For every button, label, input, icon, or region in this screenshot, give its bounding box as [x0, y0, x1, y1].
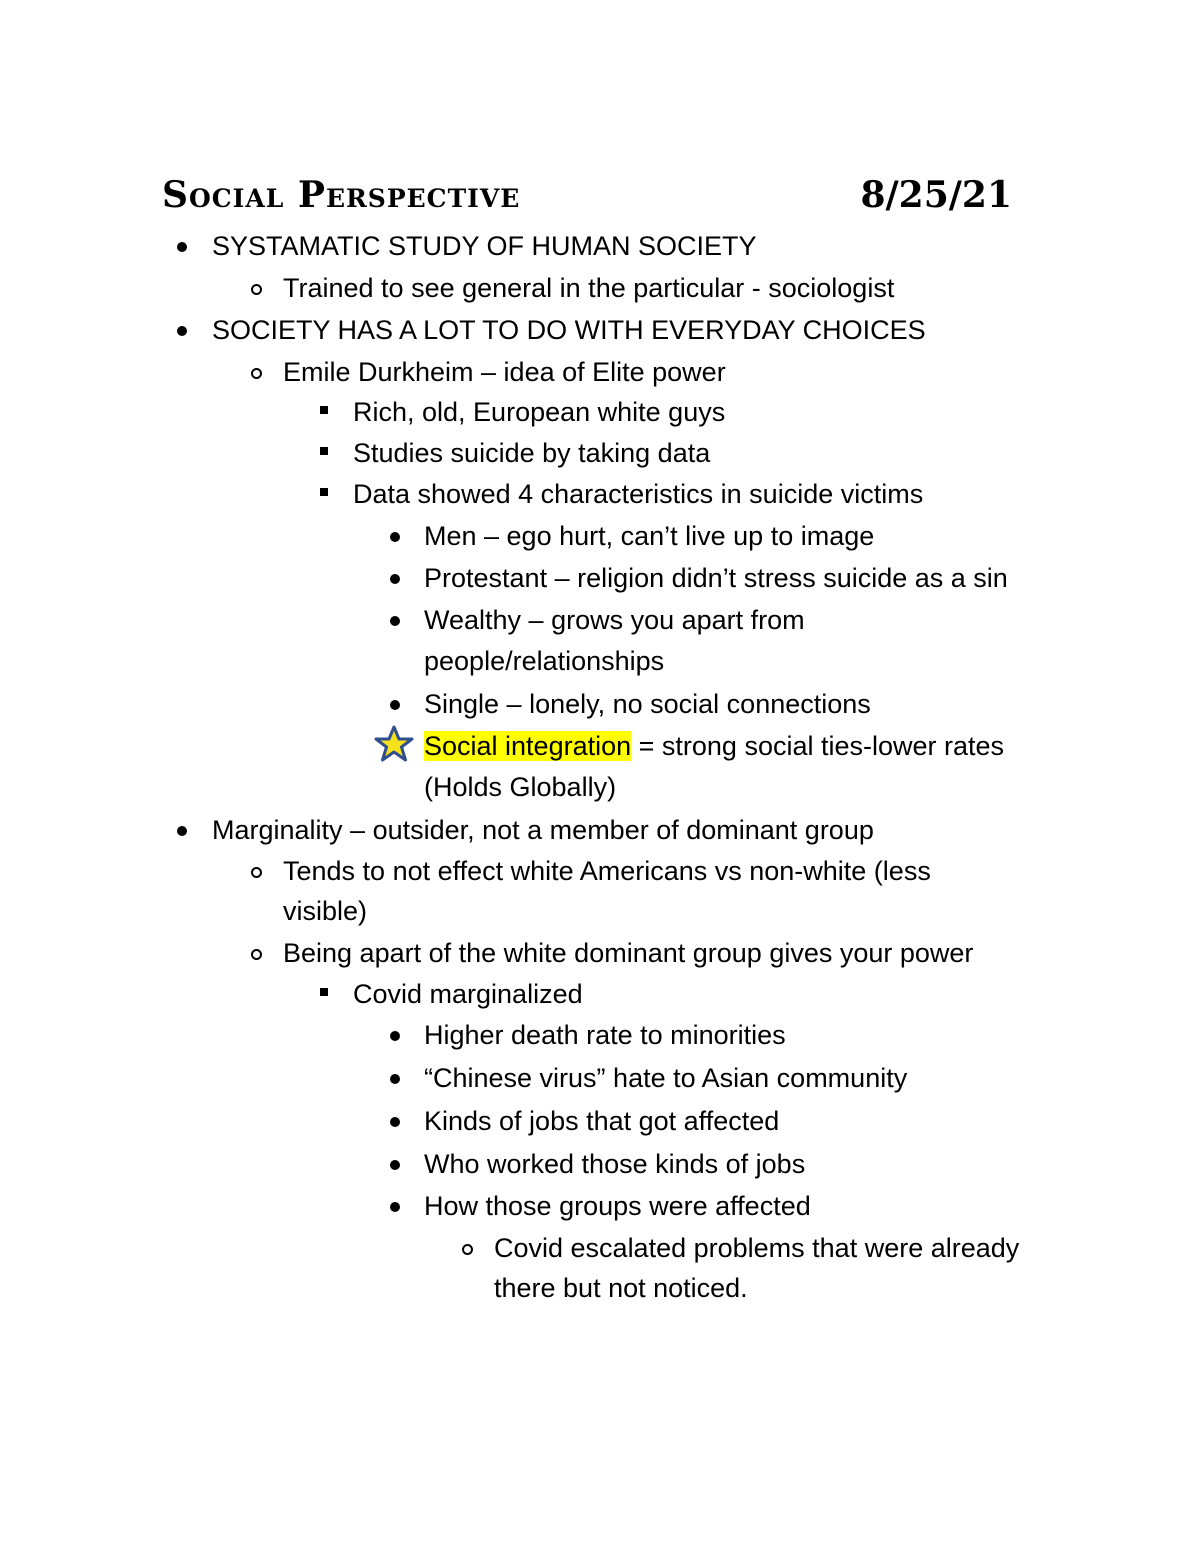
note-line: Covid marginalized [353, 979, 583, 1009]
note-line: Studies suicide by taking data [353, 438, 711, 468]
note-line: (Holds Globally) [424, 772, 617, 802]
bullet-disc-icon [390, 532, 400, 542]
bullet-disc-icon [390, 574, 400, 584]
note-line: Wealthy – grows you apart from [424, 605, 805, 635]
bullet-square-icon [320, 447, 328, 455]
bullet-square-icon [320, 988, 328, 996]
note-line: Marginality – outsider, not a member of dominant group [212, 815, 874, 845]
note-line: SOCIETY HAS A LOT TO DO WITH EVERYDAY CHOICES [212, 315, 926, 345]
note-line: Data showed 4 characteristics in suicide victims [353, 479, 924, 509]
note-line: Being apart of the white dominant group gives your power [283, 938, 974, 968]
bullet-square-icon [320, 488, 328, 496]
bullet-circle-icon [251, 867, 262, 878]
note-line: Protestant – religion didn’t stress suicide as a sin [424, 563, 1008, 593]
bullet-disc-icon [177, 326, 187, 336]
note-line: SYSTAMATIC STUDY OF HUMAN SOCIETY [212, 231, 757, 261]
note-line: visible) [283, 896, 368, 926]
note-line: How those groups were affected [424, 1191, 811, 1221]
bullet-disc-icon [390, 1202, 400, 1212]
note-line: Rich, old, European white guys [353, 397, 726, 427]
note-line: Higher death rate to minorities [424, 1020, 786, 1050]
note-line: Emile Durkheim – idea of Elite power [283, 357, 726, 387]
note-line: Tends to not effect white Americans vs non-white (less [283, 856, 931, 886]
bullet-circle-icon [251, 368, 262, 379]
note-line: Covid escalated problems that were already [494, 1233, 1020, 1263]
bullet-disc-icon [390, 700, 400, 710]
note-line: Trained to see general in the particular - sociologist [283, 273, 895, 303]
bullet-circle-icon [462, 1244, 473, 1255]
bullet-disc-icon [390, 1117, 400, 1127]
note-line: there but not noticed. [494, 1273, 748, 1303]
note-line-rest: = strong social ties-lower rates [631, 731, 1005, 761]
bullet-disc-icon [177, 826, 187, 836]
page-title: Social Perspective [162, 174, 521, 216]
note-line: Kinds of jobs that got affected [424, 1106, 780, 1136]
highlighted-term: Social integration [424, 731, 632, 761]
note-line: “Chinese virus” hate to Asian community [424, 1063, 908, 1093]
note-line: Single – lonely, no social connections [424, 689, 871, 719]
bullet-disc-icon [390, 1160, 400, 1170]
page-heading [162, 174, 1022, 230]
note-line [424, 726, 1004, 767]
bullet-disc-icon [390, 1074, 400, 1084]
bullet-disc-icon [390, 616, 400, 626]
bullet-circle-icon [251, 284, 262, 295]
note-line: people/relationships [424, 646, 665, 676]
bullet-square-icon [320, 406, 328, 414]
note-line: Who worked those kinds of jobs [424, 1149, 806, 1179]
bullet-disc-icon [390, 1031, 400, 1041]
bullet-disc-icon [177, 242, 187, 252]
bullet-circle-icon [251, 949, 262, 960]
page-date: 8/25/21 [860, 174, 1012, 216]
star-icon [374, 725, 414, 763]
note-line: Men – ego hurt, can’t live up to image [424, 521, 875, 551]
